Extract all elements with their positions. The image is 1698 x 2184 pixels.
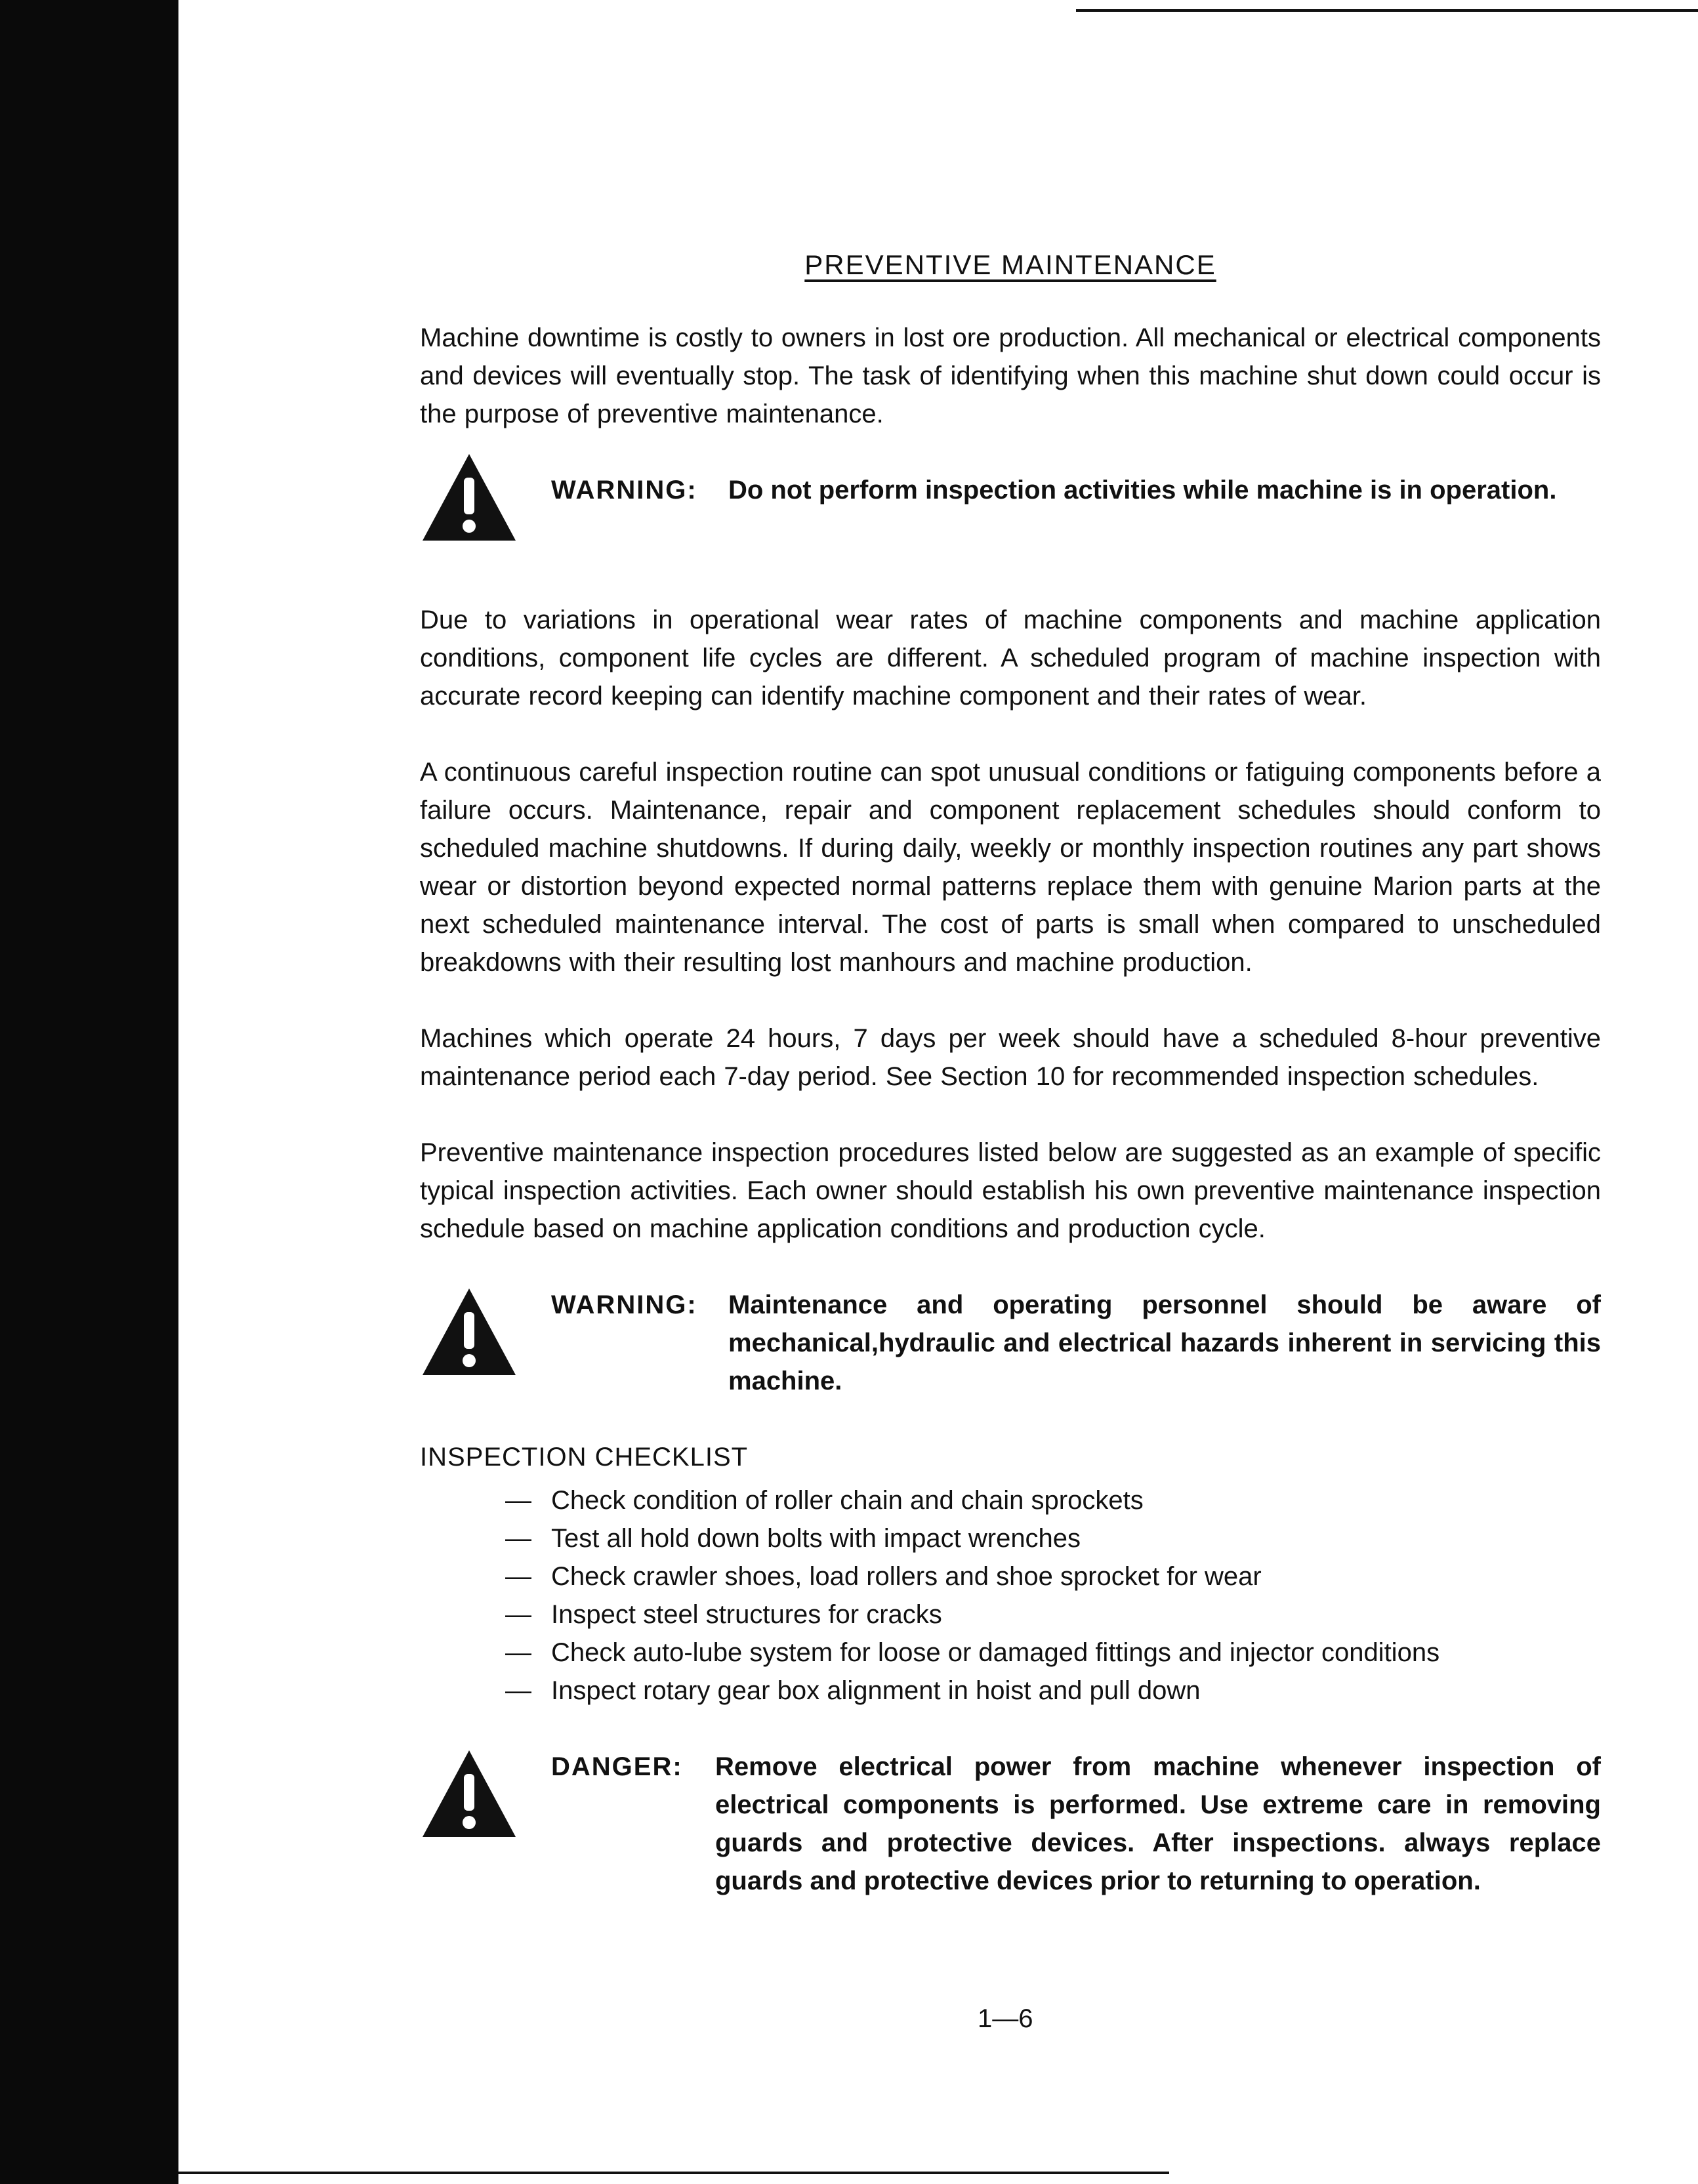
paragraph-intro: Machine downtime is costly to owners in lost ore production. All mechanical or electrical components and devices will eventually stop. The task of identifying when this machine shut down could occur is the purpose of preventive maintenance. <box>420 323 1601 428</box>
warning-triangle-icon <box>420 1748 518 1840</box>
alert-message: Remove electrical power from machine whenever inspection of electrical components is performed. Use extreme care in removing guards and protective devices. After inspections. always replace guards and protective devices prior to returning to operation. <box>715 1752 1601 1895</box>
dash-bullet: — <box>505 1524 531 1553</box>
paragraph-procedures: Preventive maintenance inspection procedures listed below are suggested as an example of specific typical inspection activities. Each owner should establish his own preventive maintenance inspection schedule based on machine application conditions and production cycle. <box>420 1138 1601 1243</box>
list-item-text: Check condition of roller chain and chain sprockets <box>551 1486 1144 1515</box>
warning-alert-hazards <box>420 1286 1601 1400</box>
dash-bullet: — <box>505 1562 531 1591</box>
paragraph-inspection-routine: A continuous careful inspection routine can spot unusual conditions or fatiguing components before a failure occurs. Maintenance, repair and component replacement schedules should conform to scheduled machine shutdowns. If during daily, weekly or monthly inspection routines any part shows wear or distortion beyond expected normal patterns replace them with genuine Marion parts at the next scheduled maintenance interval. The cost of parts is small when compared to unscheduled breakdowns with their resulting lost manhours and machine production. <box>420 758 1601 977</box>
list-item-text: Check crawler shoes, load rollers and shoe sprocket for wear <box>551 1562 1262 1591</box>
list-item <box>420 1634 1601 1672</box>
top-rule <box>1076 9 1698 12</box>
checklist-title: INSPECTION CHECKLIST <box>420 1443 749 1472</box>
binding-edge <box>0 0 178 2184</box>
list-item <box>420 1557 1601 1596</box>
document-page <box>420 249 1601 1938</box>
warning-triangle-icon <box>420 1286 518 1378</box>
alert-label: WARNING: <box>551 1290 697 1319</box>
dash-bullet: — <box>505 1486 531 1515</box>
page-number: 1—6 <box>978 2004 1033 2033</box>
dash-bullet: — <box>505 1600 531 1629</box>
inspection-checklist <box>420 1481 1601 1710</box>
alert-label: WARNING: <box>551 476 697 505</box>
page-title: PREVENTIVE MAINTENANCE <box>804 249 1216 280</box>
alert-message: Maintenance and operating personnel should be aware of mechanical,hydraulic and electrical hazards inherent in servicing this machine. <box>728 1290 1601 1395</box>
list-item-text: Inspect steel structures for cracks <box>551 1600 942 1629</box>
list-item <box>420 1481 1601 1519</box>
dash-bullet: — <box>505 1638 531 1667</box>
bottom-rule <box>178 2172 1169 2174</box>
list-item-text: Inspect rotary gear box alignment in hoist and pull down <box>551 1676 1201 1705</box>
list-item <box>420 1596 1601 1634</box>
alert-label: DANGER: <box>551 1752 683 1781</box>
list-item-text: Check auto-lube system for loose or damaged fittings and injector conditions <box>551 1638 1440 1667</box>
list-item <box>420 1519 1601 1557</box>
list-item-text: Test all hold down bolts with impact wrenches <box>551 1524 1081 1553</box>
danger-alert-electrical <box>420 1748 1601 1900</box>
alert-message: Do not perform inspection activities while machine is in operation. <box>728 476 1557 505</box>
dash-bullet: — <box>505 1676 531 1705</box>
warning-triangle-icon <box>420 451 518 543</box>
paragraph-schedule: Machines which operate 24 hours, 7 days per week should have a scheduled 8-hour preventive maintenance period each 7-day period. See Section 10 for recommended inspection schedules. <box>420 1024 1601 1091</box>
paragraph-wear-rates: Due to variations in operational wear rates of machine components and machine application conditions, component life cycles are different. A scheduled program of machine inspection with accurate record keeping can identify machine component and their rates of wear. <box>420 606 1601 711</box>
warning-alert-operation <box>420 471 1601 563</box>
list-item <box>420 1672 1601 1710</box>
